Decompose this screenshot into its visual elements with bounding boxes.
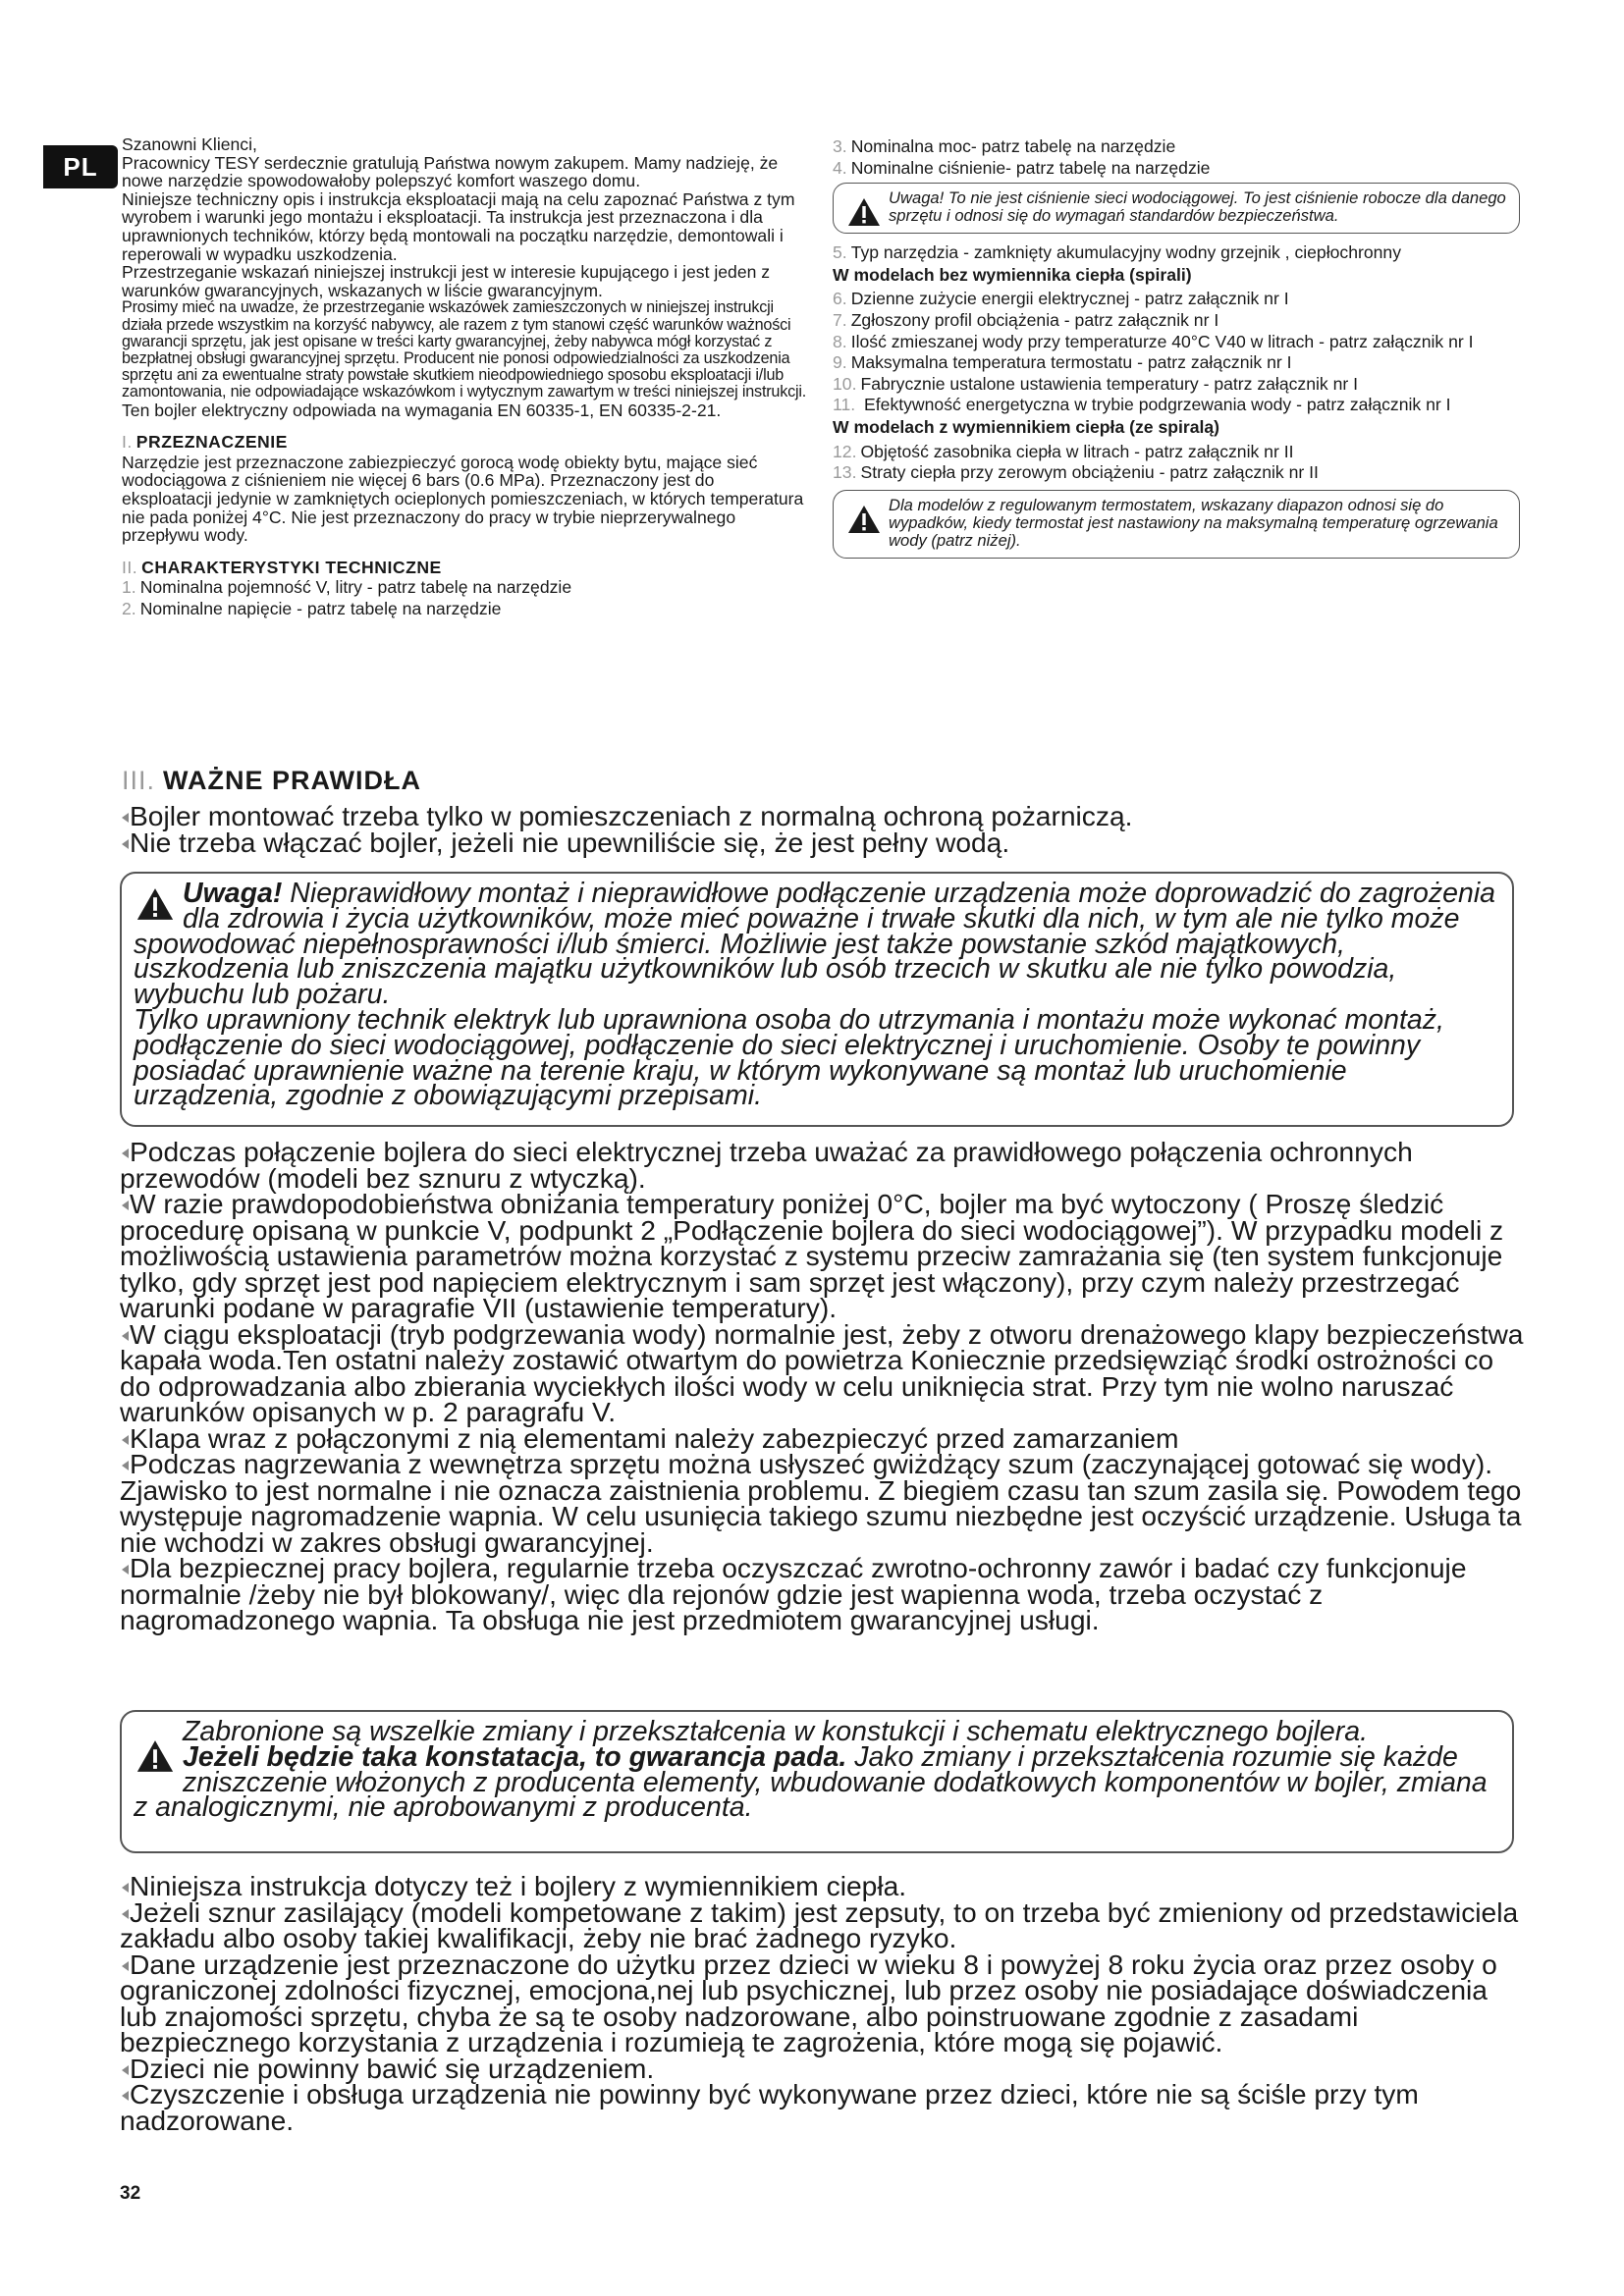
subheading-with-exchanger: W modelach z wymiennikiem ciepła (ze spiralą) [833, 416, 1220, 437]
rule-paragraph: Dzieci nie powinny bawić się urządzeniem. [120, 2056, 1524, 2082]
rule-paragraph: Dane urządzenie jest przeznaczone do użytku przez dzieci w wieku 8 i powyżej 8 roku życia oraz przez osoby o ograniczonej zdolności fizycznej, emocjona,nej lub psychicznej, lub przez osoby nie posiadające doświadczenia lub znajomości sprzętu, chyba że są te osoby nadzorowane, albo poinstruowane zgodnie z zasadami bezpiecznego korzystania z urządzenia i rozumieją te zagrożenia, które mogą się pojawić. [120, 1948, 1497, 2057]
installation-warning-box: Uwaga! Nieprawidłowy montaż i nieprawidłowe podłączenie urządzenia może doprowadzić do zagrożenia dla zdrowia i życia użytkowników, może mieć poważne i trwałe skutki dla nich, w tym ale nie tylko może spowodować niepełnosprawności i/lub śmierci. Możliwie jest także powstanie szkód majątkowych, uszkodzenia lub zniszczenia majątku użytkowników lub osób trzecich w skutku ale nie tylko powodzia, wybuchu lub pożaru. Tylko uprawniony technik elektryk lub uprawniona osoba do utrzymania i montażu może wykonać montaż, podłączenie do sieci wodociągowej, podłączenie do sieci elektrycznej i uruchomienie. Osoby te powinny posiadać uprawnienie ważne na terenie kraju, w którym wykonywane są montaż lub uruchomienie urządzenia, zgodnie z obowiązującymi przepisami. [120, 872, 1514, 1127]
purpose-text: Narzędzie jest przeznaczone zabiezpieczyć gorocą wodę obiekty bytu, mające sieć wodociągowa z ciśnieniem nie więcej 6 bars (0.6 MPa). Przeznaczony jest do eksploatacji jedynie w zamkniętych ocieplonych pomieszczeniach, w których temperatura nie pada poniżej 4°C. Nie jest przeznaczony do pracy w trybie nieprzerywalnego przepływu wody. [122, 452, 804, 546]
rule-paragraph: W razie prawdopodobieństwa obniżania temperatury poniżej 0°C, bojler ma być wytoczony ( Proszę śledzić procedurę opisaną w punkcie V, podpunkt 2 „Podłączenie bojlera do sieci wodociągowej”). W przypadku modeli z możliwością ustawienia parametrów można korzystać z systemu przeciw zamrażania się (ten system funkcjonuje tylko, gdy sprzęt jest pod napięciem elektrycznym i sam sprzęt jest włączony), przy czym należy przestrzegać warunki podane w paragrafie VII (ustawienie temperatury). [120, 1188, 1504, 1323]
spec-item: 10. Fabrycznie ustalone ustawienia temperatury - patrz załącznik nr I [833, 373, 1359, 394]
warning-icon [135, 887, 175, 921]
language-tab: PL [43, 145, 118, 188]
left-column [122, 135, 809, 621]
page-number: 32 [120, 2183, 141, 2204]
warning-icon [847, 505, 881, 534]
rule-paragraph: Niniejsza instrukcja dotyczy też i bojlery z wymiennikiem ciepła. [120, 1873, 1524, 1899]
rule-paragraph: Jeżeli sznur zasilający (modeli kompetowane z takim) jest zepsuty, to on trzeba być zmieniony od przedstawiciela zakładu albo osoby takiej kwalifikacji, żeby nie brać żadnego ryzyko. [120, 1896, 1519, 1953]
intro-standards: Ten bojler elektryczny odpowiada na wymagania EN 60335-1, EN 60335-2-21. [122, 400, 722, 420]
right-column [833, 135, 1520, 568]
pressure-warning-note: Uwaga! To nie jest ciśnienie sieci wodociągowej. To jest ciśnienie robocze dla danego sprzętu i odnosi się do wymagań standardów bezpieczeństwa. [833, 183, 1520, 234]
warning-icon [847, 197, 881, 227]
intro-paragraph: Przestrzeganie wskazań niniejszej instrukcji jest w interesie kupującego i jest jeden z warunków gwarancyjnych, wskazanych w liście gwarancyjnym. [122, 262, 771, 300]
spec-item: 2. Nominalne napięcie - patrz tabelę na narzędzie [122, 598, 502, 618]
rule-paragraph: Bojler montować trzeba tylko w pomieszczeniach z normalną ochroną pożarniczą. [120, 803, 1524, 829]
subheading-no-exchanger: W modelach bez wymiennika ciepła (spirali) [833, 264, 1192, 285]
intro-greeting: Szanowni Klienci, [122, 134, 257, 154]
spec-item: 4. Nominalne ciśnienie- patrz tabelę na narzędzie [833, 157, 1211, 178]
section-heading-rules: III. WAŻNE PRAWIDŁA [122, 766, 422, 795]
rules-body [120, 1136, 1524, 1635]
section-heading-purpose: I. PRZEZNACZENIE [122, 432, 288, 453]
rule-paragraph: Nie trzeba włączać bojler, jeżeli nie upewniliście się, że jest pełny wodą. [120, 829, 1524, 856]
spec-item: 13. Straty ciepła przy zerowym obciążeniu - patrz załącznik nr II [833, 462, 1319, 483]
modification-warning-box: Zabronione są wszelkie zmiany i przekształcenia w konstukcji i schematu elektrycznego bojlera. Jeżeli będzie taka konstatacja, to gwarancja pada. Jako zmiany i przekształcenia rozumie się każde zniszczenie włożonych z producenta elementy, wbudowanie dodatkowych komponentów w bojler, zmiana z analogicznymi, nie aprobowanymi z producenta. [120, 1710, 1514, 1853]
spec-item: 9. Maksymalna temperatura termostatu - patrz załącznik nr I [833, 352, 1292, 373]
spec-item: 11. Efektywność energetyczna w trybie podgrzewania wody - patrz załącznik nr I [833, 395, 1451, 415]
spec-item: 1. Nominalna pojemność V, litry - patrz tabelę na narzędzie [122, 577, 572, 598]
rule-paragraph: Podczas połączenie bojlera do sieci elektrycznej trzeba uważać za prawidłowego połączenia ochronnych przewodów (modeli bez sznuru z wtyczką). [120, 1136, 1413, 1194]
spec-item: 6. Dzienne zużycie energii elektrycznej - patrz załącznik nr I [833, 289, 1289, 309]
intro-paragraph: Pracownicy TESY serdecznie gratulują Państwa nowym zakupem. Mamy nadzieję, że nowe narzędzie spowodowałoby polepszyć komfort waszego domu. [122, 152, 779, 191]
spec-item: 12. Objętość zasobnika ciepła w litrach - patrz załącznik nr II [833, 441, 1294, 461]
rule-paragraph: Czyszczenie i obsługa urządzenia nie powinny być wykonywane przez dzieci, które nie są ściśle przy tym nadzorowane. [120, 2078, 1419, 2136]
rule-paragraph: Klapa wraz z połączonymi z nią elementami należy zabezpieczyć przed zamarzaniem [120, 1425, 1524, 1452]
rule-paragraph: Podczas nagrzewania z wewnętrza sprzętu można usłyszeć gwiżdżący szum (zaczynającej gotować się wody). Zjawisko to jest normalne i nie oznacza zaistnienia problemu. Z biegiem czasu tan szum zasila się. Powodem tego występuje nagromadzenie wapnia. W celu usunięcia takiego szumu niezbędne jest oczyścić urządzenie. Usługa ta nie wchodzi w zakres obsługi gwarancyjnej. [120, 1448, 1522, 1558]
intro-paragraph: Prosimy mieć na uwadze, że przestrzeganie wskazówek zamieszczonych w niniejszej instrukcji działa przede wszystkim na korzyść nabywcy, ale razem z tym stanowi część warunków ważności gwarancji sprzętu, jak jest opisane w treści karty gwarancyjnej, żeby nabywca mógł korzystać z bezpłatnej obsługi gwarancyjnej sprzętu. Producent nie ponosi odpowiedzialności za uszkodzenia sprzętu ani za ewentualne straty powstałe skutkiem nieodpowiedniego sposobu eksploatacji i/lub zamontowania, nie odpowiadające wskazówkom i wytycznym zawartym w treści niniejszej instrukcji. [122, 298, 807, 401]
spec-item: 8. Ilość zmieszanej wody przy temperaturze 40°C V40 w litrach - patrz załącznik nr I [833, 331, 1474, 351]
section-heading-specs: II. CHARAKTERYSTYKI TECHNICZNE [122, 557, 442, 577]
rule-paragraph: Dla bezpiecznej pracy bojlera, regularnie trzeba oczyszczać zwrotno-ochronny zawór i badać czy funkcjonuje normalnie /żeby nie był blokowany/, więc dla rejonów gdzie jest wapienna woda, trzeba oczystać z nagromadzonego wapnia. Ta obsługa nie jest przedmiotem gwarancyjnej usługi. [120, 1552, 1467, 1635]
rules-intro [120, 800, 1524, 858]
spec-item: 7. Zgłoszony profil obciążenia - patrz załącznik nr I [833, 309, 1219, 330]
spec-item: 3. Nominalna moc- patrz tabelę na narzędzie [833, 136, 1176, 156]
spec-item: 5. Typ narzędzia - zamknięty akumulacyjny wodny grzejnik , ciepłochronny [833, 242, 1402, 263]
intro-paragraph: Niniejsze techniczny opis i instrukcja eksploatacji mają na celu zapoznać Państwa z tym wyrobem i warunki jego montażu i eksploatacji. Ta instrukcja jest przeznaczona i dla uprawnionych techników, którzy będą montowali na początku narzędzie, demontowali i reperowali w wypadku uszkodzenia. [122, 188, 795, 264]
warning-icon [135, 1739, 175, 1773]
thermostat-note: Dla modelów z regulowanym termostatem, wskazany diapazon odnosi się do wypadków, kiedy termostat jest nastawiony na maksymalną temperaturę ogrzewania wody (patrz niżej). [833, 490, 1520, 559]
rules-closing [120, 1870, 1524, 2136]
rule-paragraph: W ciągu eksploatacji (tryb podgrzewania wody) normalnie jest, żeby z otworu drenażowego klapy bezpieczeństwa kapała woda.Ten ostatni należy zostawić otwartym do powietrza Koniecznie przedsięwziąć środki ostrożności co do odprowadzania albo zbierania wyciekłych ilości wody w celu uniknięcia strat. Przy tym nie wolno naruszać warunków opisanych w p. 2 paragrafu V. [120, 1317, 1524, 1427]
